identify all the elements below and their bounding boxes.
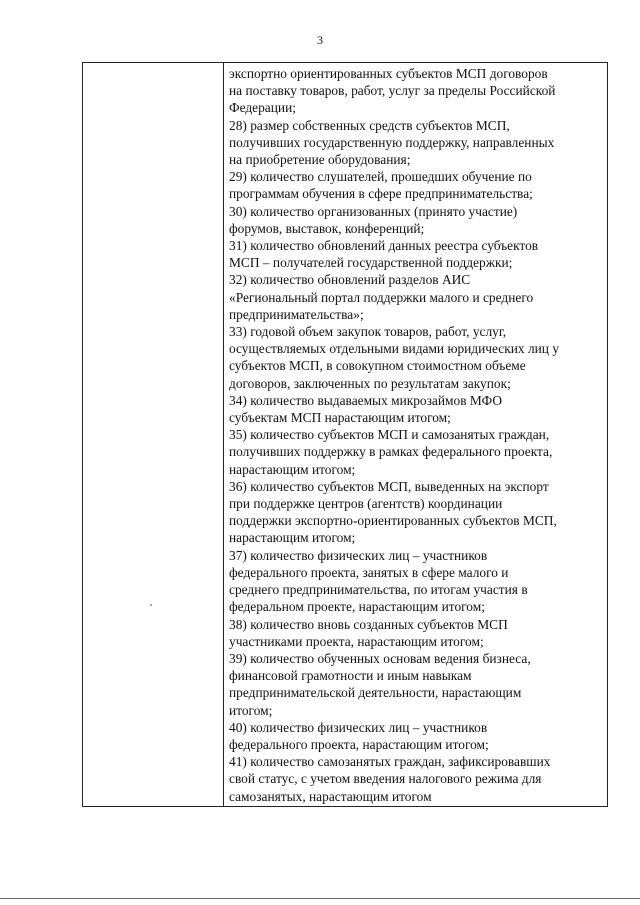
table-right-cell-text: экспортно ориентированных субъектов МСП договоров на поставку товаров, работ, услуг за пределы Российской Федерации; 28) размер собственных средств субъектов МСП, получивших государственную поддержку, направленных на приобретение оборудования; 29) количество слушателей, прошедших обучение по программам обучения в сфере предпринимательства; 30) количество организованных (принято участие) форумов, выставок, конференций; 31) количество обновлений данных реестра субъектов МСП – получателей государственной поддержки; 32) количество обновлений разделов АИС «Региональный портал поддержки малого и среднего предпринимательства»; 33) годовой объем закупок товаров, работ, услуг, осуществляемых отдельными видами юридических лиц у субъектов МСП, в совокупном стоимостном объеме договоров, заключенных по результатам закупок; 34) количество выдаваемых микрозаймов МФО субъектам МСП нарастающим итогом; 35) количество субъектов МСП и самозанятых граждан, получивших поддержку в рамках федерального проекта, нарастающим итогом; 36) количество субъектов МСП, выведенных на экспорт при поддержке центров (агентств) координации поддержки экспортно-ориентированных субъектов МСП, нарастающим итогом; 37) количество физических лиц – участников федерального проекта, занятых в сфере малого и среднего предпринимательства, по итогам участия в федеральном проекте, нарастающим итогом; 38) количество вновь созданных субъектов МСП участниками проекта, нарастающим итогом; 39) количество обученных основам ведения бизнеса, финансовой грамотности и иным навыкам предпринимательской деятельности, нарастающим итогом; 40) количество физических лиц – участников федерального проекта, нарастающим итогом; 41) количество самозанятых граждан, зафиксировавших свой статус, с учетом введения налогового режима для самозанятых, нарастающим итогом xyxy=(229,66,560,804)
page-bottom-rule xyxy=(0,898,640,899)
column-divider xyxy=(223,63,224,806)
document-table xyxy=(82,62,608,807)
table-left-cell xyxy=(83,63,223,806)
page-number: 3 xyxy=(317,33,323,47)
scan-artifact-dot xyxy=(150,604,152,606)
